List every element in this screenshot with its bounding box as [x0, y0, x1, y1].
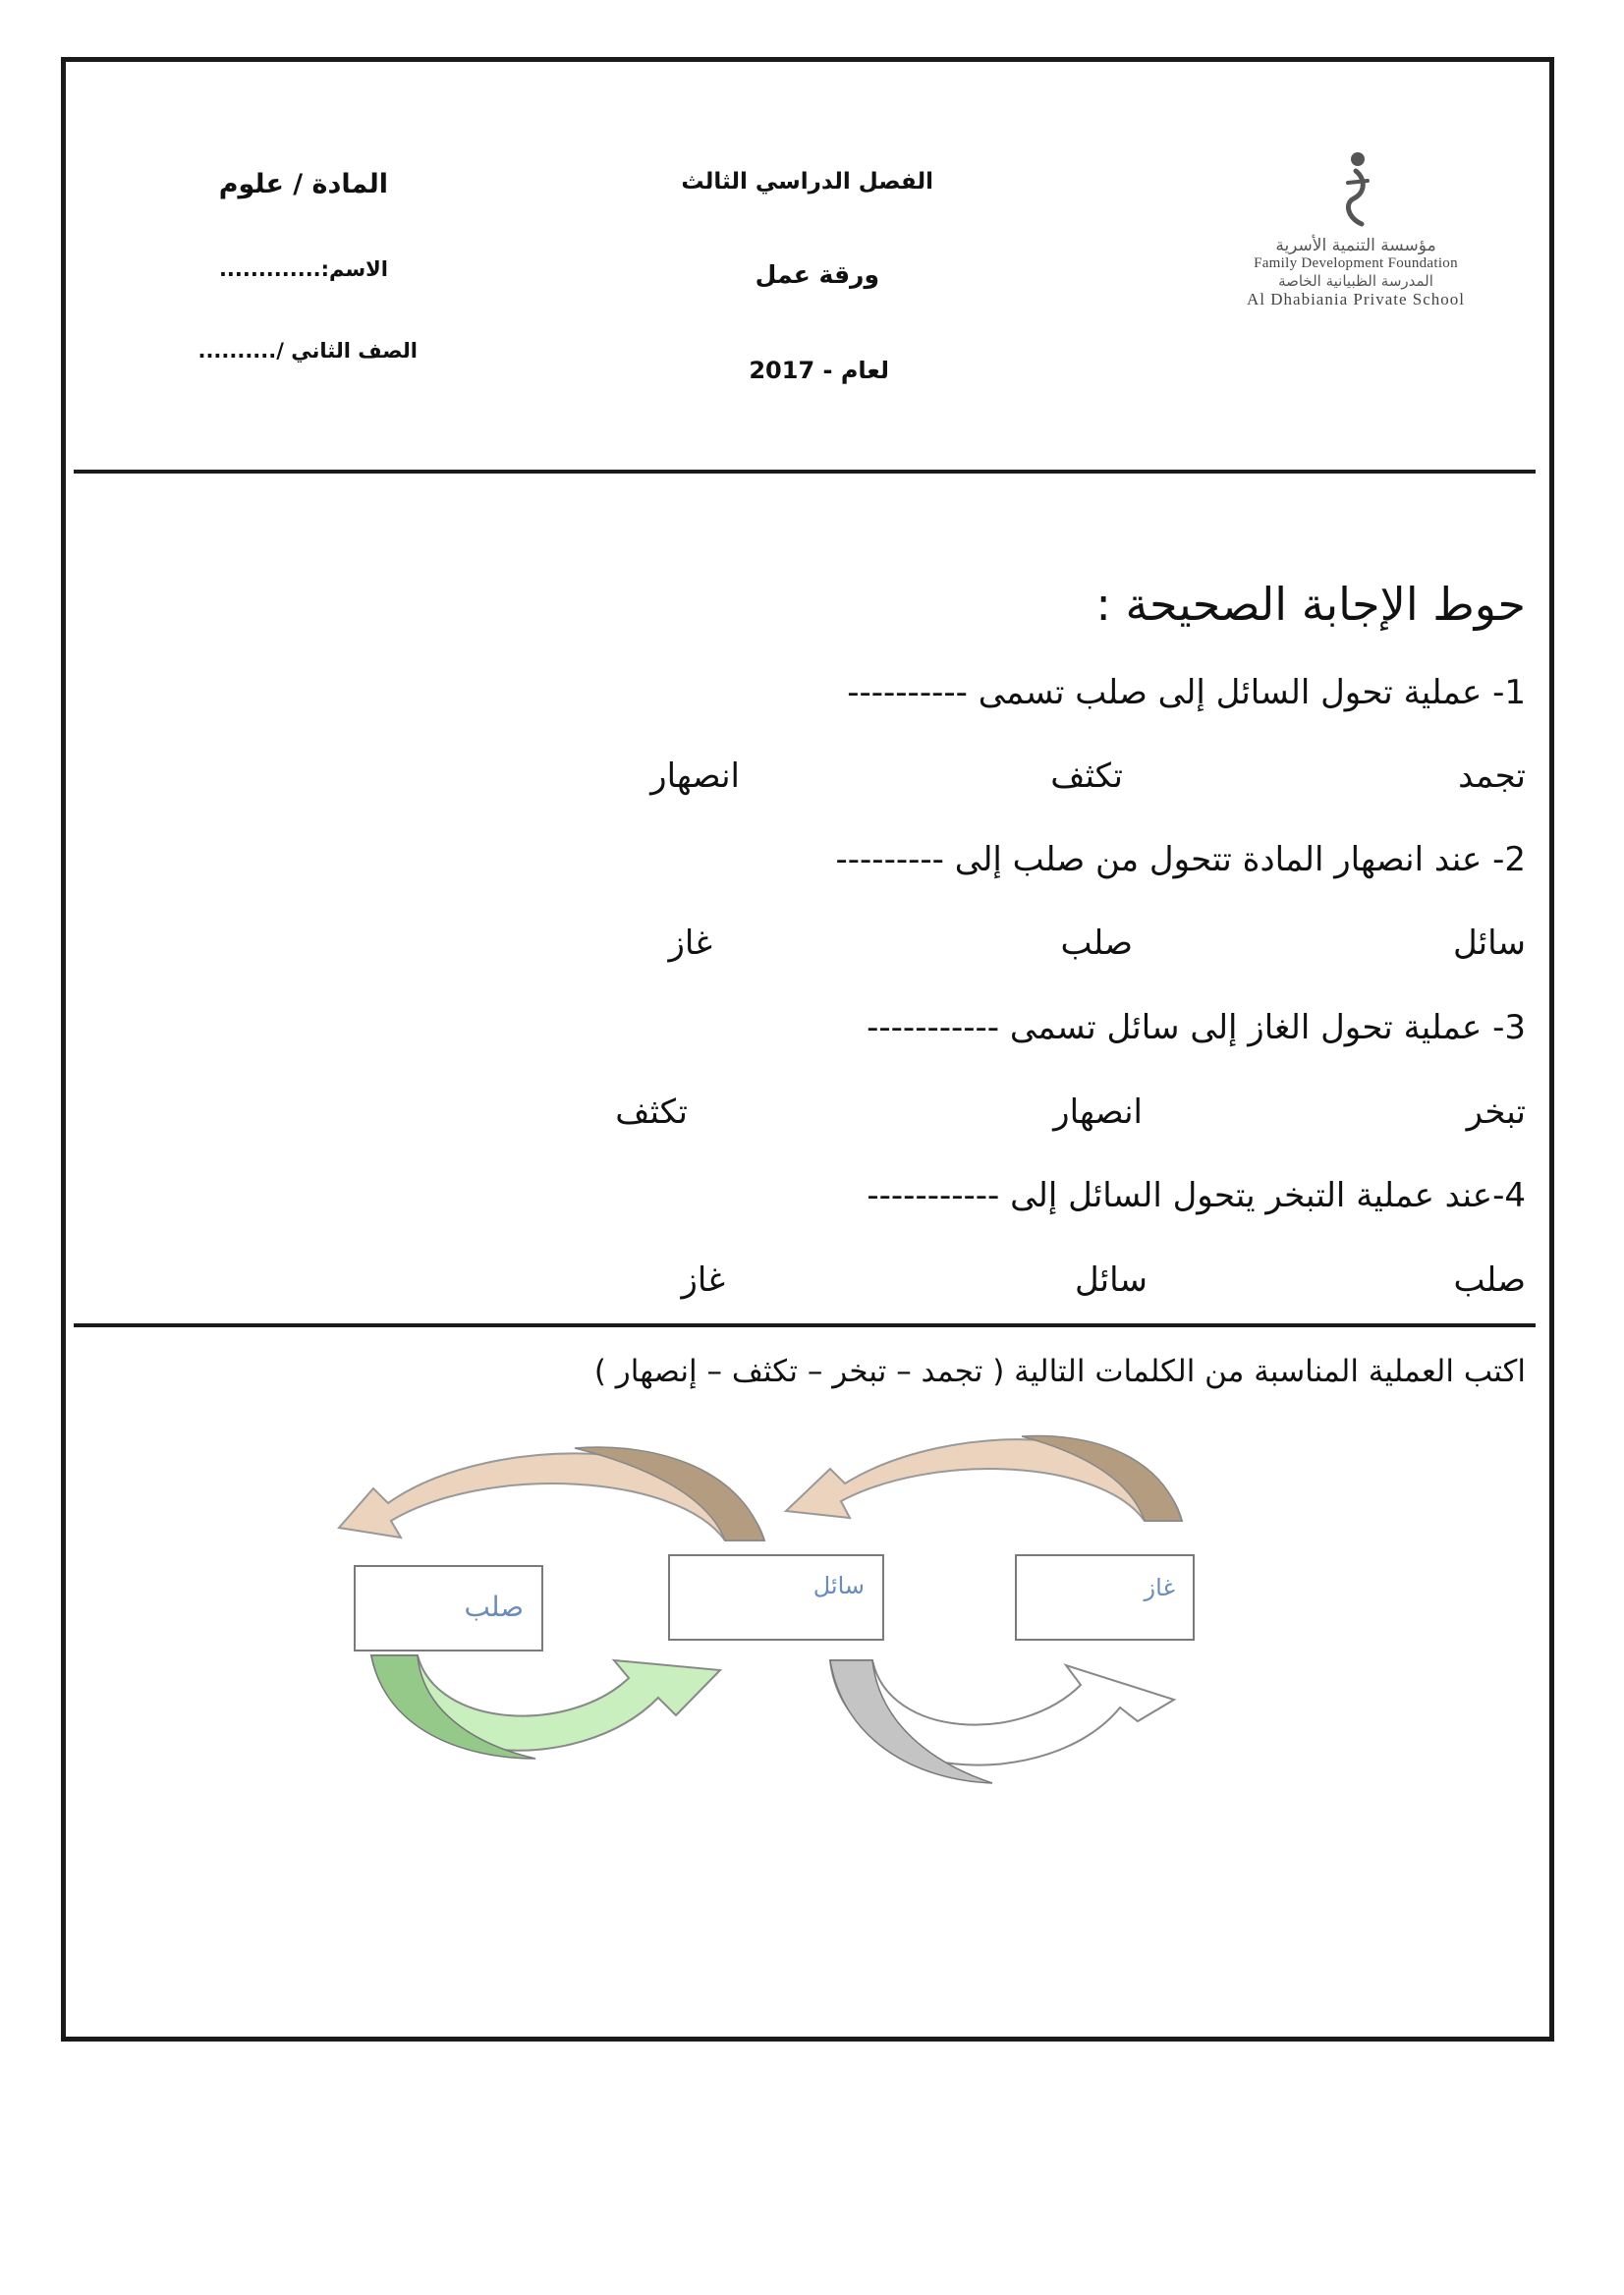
- section1-title: حوط الإجابة الصحيحة :: [1095, 578, 1526, 631]
- q4-option-2[interactable]: سائل: [1074, 1260, 1148, 1300]
- name-field[interactable]: الاسم:.............: [218, 257, 388, 281]
- q2-option-3[interactable]: غاز: [668, 924, 712, 963]
- logo-english-name: Family Development Foundation: [1254, 255, 1458, 271]
- q3-option-2[interactable]: انصهار: [1053, 1092, 1143, 1132]
- q4-option-3[interactable]: غاز: [681, 1260, 725, 1300]
- q1-option-1[interactable]: تجمد: [1458, 756, 1526, 796]
- q3-option-1[interactable]: تبخر: [1466, 1092, 1526, 1132]
- state-box-gas: غاز: [1015, 1554, 1195, 1641]
- question-3: 3- عملية تحول الغاز إلى سائل تسمى -----------: [867, 1008, 1526, 1047]
- worksheet-label: ورقة عمل: [755, 260, 879, 289]
- arrow-bottom-right: [830, 1660, 1174, 1783]
- arrow-bottom-left: [371, 1655, 720, 1759]
- q4-option-1[interactable]: صلب: [1453, 1260, 1526, 1300]
- logo-school-english: Al Dhabiania Private School: [1247, 290, 1465, 308]
- question-2: 2- عند انصهار المادة تتحول من صلب إلى ---------: [835, 840, 1526, 879]
- q2-option-1[interactable]: سائل: [1452, 924, 1526, 963]
- year-label: لعام - 2017: [749, 357, 889, 384]
- q1-option-3[interactable]: انصهار: [650, 756, 740, 796]
- logo-school-arabic: المدرسة الظبيانية الخاصة: [1278, 272, 1433, 290]
- grade-field[interactable]: الصف الثاني /..........: [197, 339, 418, 363]
- state-box-solid: صلب: [354, 1565, 543, 1651]
- q2-option-2[interactable]: صلب: [1060, 924, 1133, 963]
- q1-option-2[interactable]: تكثف: [1050, 756, 1123, 796]
- subject-label: المادة / علوم: [218, 169, 388, 199]
- arrow-top-right: [786, 1436, 1182, 1521]
- q3-option-3[interactable]: تكثف: [615, 1092, 688, 1132]
- question-4: 4-عند عملية التبخر يتحول السائل إلى -----------: [867, 1176, 1526, 1215]
- section2-instruction: اكتب العملية المناسبة من الكلمات التالية ( تجمد – تبخر – تكثف – إنصهار ): [593, 1354, 1526, 1389]
- question-1: 1- عملية تحول السائل إلى صلب تسمى ----------: [847, 673, 1526, 712]
- state-box-liquid: سائل: [668, 1554, 884, 1641]
- term-label: الفصل الدراسي الثالث: [681, 169, 933, 195]
- arrow-top-left: [339, 1447, 764, 1540]
- logo-arabic-name: مؤسسة التنمية الأسرية: [1275, 236, 1436, 255]
